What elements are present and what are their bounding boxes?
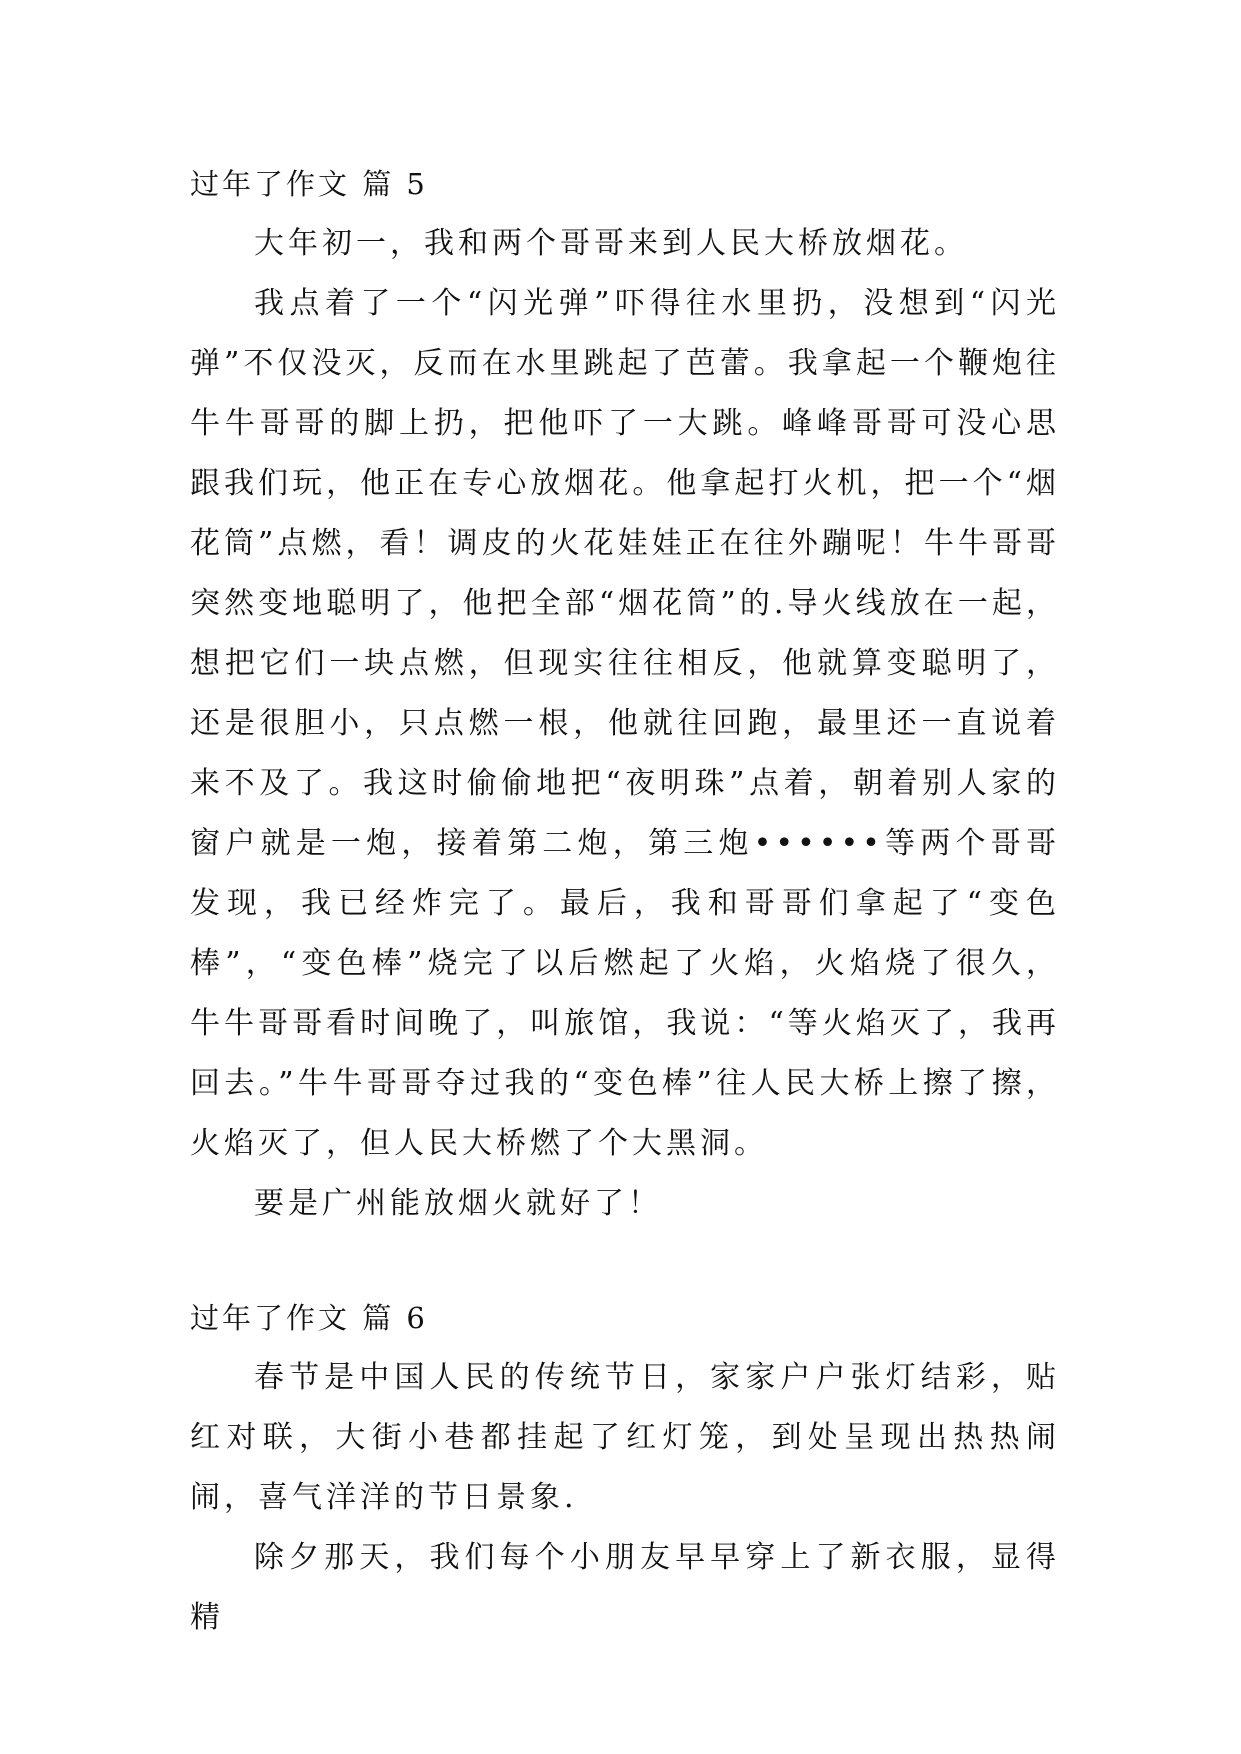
paragraph: 春节是中国人民的传统节日，家家户户张灯结彩，贴红对联，大街小巷都挂起了红灯笼，到处呈现出热热闹闹，喜气洋洋的节日景象. <box>190 1360 1060 1515</box>
essay-section-5 <box>190 160 1060 1234</box>
paragraph: 除夕那天，我们每个小朋友早早穿上了新衣服，显得精 <box>190 1540 1060 1635</box>
section-heading: 过年了作文 篇 5 <box>190 167 428 201</box>
paragraph: 大年初一，我和两个哥哥来到人民大桥放烟花。 <box>254 226 968 261</box>
paragraph: 我点着了一个“闪光弹”吓得往水里扔，没想到“闪光弹”不仅没灭，反而在水里跳起了芭蕾。我拿起一个鞭炮往牛牛哥哥的脚上扔，把他吓了一大跳。峰峰哥哥可没心思跟我们玩，他正在专心放烟花。他拿起打火机，把一个“烟花筒”点燃，看！调皮的火花娃娃正在往外蹦呢！牛牛哥哥突然变地聪明了，他把全部“烟花筒”的.导火线放在一起，想把它们一块点燃，但现实往往相反，他就算变聪明了，还是很胆小，只点燃一根，他就往回跑，最里还一直说着来不及了。我这时偷偷地把“夜明珠”点着，朝着别人家的窗户就是一炮，接着第二炮，第三炮••••••等两个哥哥发现，我已经炸完了。最后，我和哥哥们拿起了“变色棒”，“变色棒”烧完了以后燃起了火焰，火焰烧了很久，牛牛哥哥看时间晚了，叫旅馆，我说：“等火焰灭了，我再回去。”牛牛哥哥夺过我的“变色棒”往人民大桥上擦了擦，火焰灭了，但人民大桥燃了个大黑洞。 <box>190 286 1060 1161</box>
paragraph: 要是广州能放烟火就好了！ <box>254 1186 662 1221</box>
section-heading: 过年了作文 篇 6 <box>190 1301 428 1335</box>
page-content <box>190 160 1060 1648</box>
section-spacer <box>190 1234 1060 1294</box>
essay-section-6 <box>190 1294 1060 1648</box>
